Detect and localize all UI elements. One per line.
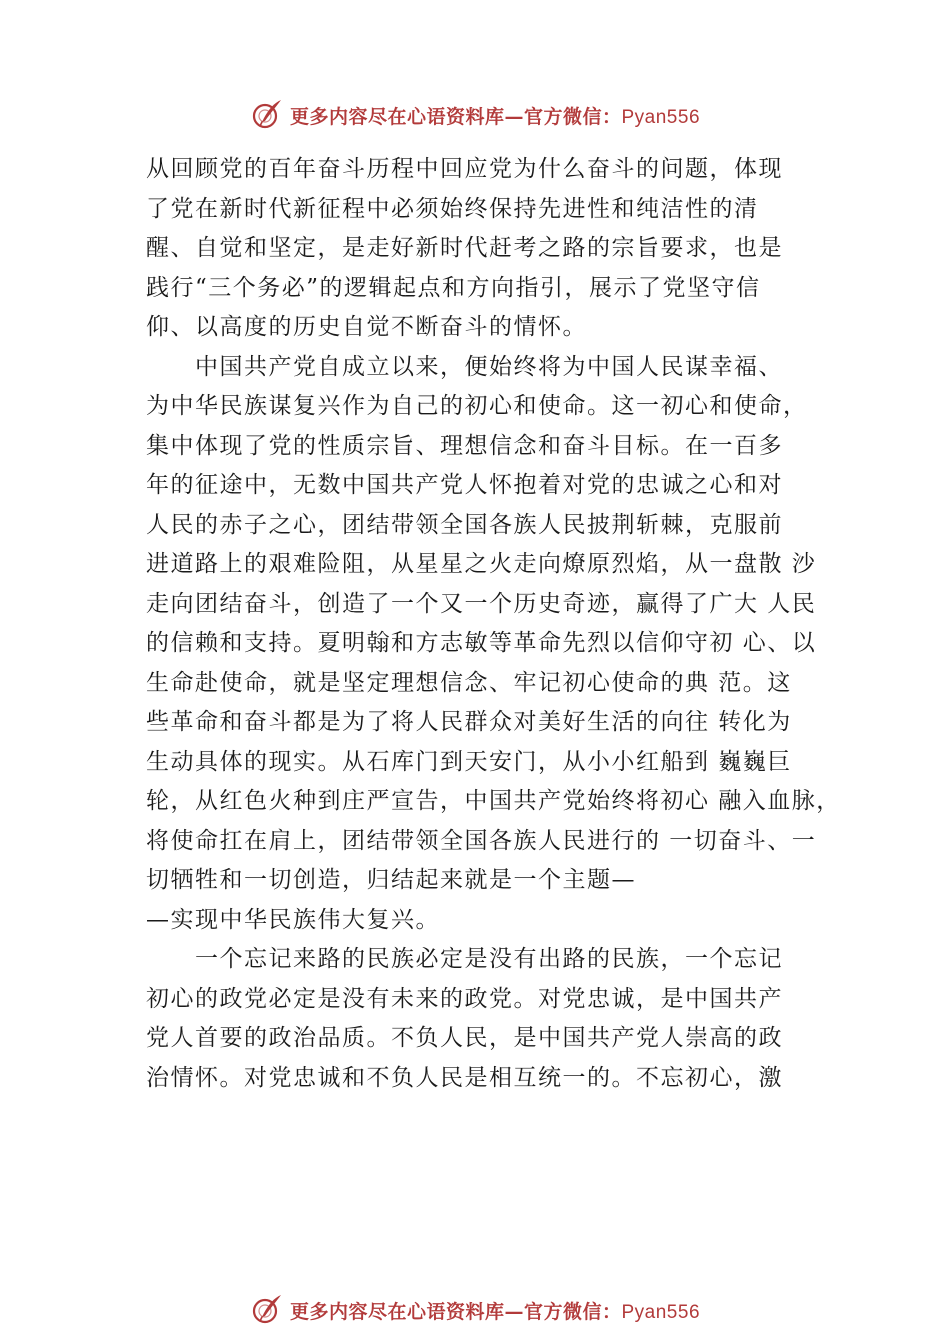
body-line: 党人首要的政治品质。不负人民，是中国共产党人崇高的政 bbox=[146, 1025, 783, 1051]
body-line: 践行“三个务必”的逻辑起点和方向指引，展示了党坚守信 bbox=[146, 274, 761, 301]
body-line: 初心的政党必定是没有未来的政党。对党忠诚，是中国共产 bbox=[146, 985, 783, 1012]
body-line: 轮，从红色火种到庄严宣告，中国共产党始终将初心 融入血脉， bbox=[146, 788, 841, 814]
body-line: 从回顾党的百年奋斗历程中回应党为什么奋斗的问题，体现 bbox=[146, 156, 783, 182]
quill-pen-logo-icon bbox=[250, 1293, 284, 1327]
body-line: 些革命和奋斗都是为了将人民群众对美好生活的向往 转化为 bbox=[146, 709, 792, 735]
header-banner-text: 更多内容尽在心语资料库—官方微信：Pyan556 bbox=[289, 105, 701, 128]
body-line: 一个忘记来路的民族必定是没有出路的民族，一个忘记 bbox=[146, 946, 783, 972]
header-banner bbox=[0, 95, 950, 135]
body-line: 切牺牲和一切创造，归结起来就是一个主题— bbox=[146, 867, 636, 893]
body-line: —实现中华民族伟大复兴。 bbox=[146, 906, 440, 933]
body-line: 为中华民族谋复兴作为自己的初心和使命。这一初心和使命， bbox=[146, 393, 808, 419]
body-line: 人民的赤子之心，团结带领全国各族人民披荆斩棘，克服前 bbox=[146, 511, 783, 538]
body-line: 集中体现了党的性质宗旨、理想信念和奋斗目标。在一百多 bbox=[146, 432, 783, 459]
header-wechat-id: Pyan556 bbox=[621, 106, 701, 128]
body-line: 了党在新时代新征程中必须始终保持先进性和纯洁性的清 bbox=[146, 195, 759, 222]
document-body bbox=[146, 150, 841, 1098]
body-line: 进道路上的艰难险阻，从星星之火走向燎原烈焰，从一盘散 沙 bbox=[146, 551, 817, 577]
footer-wechat-id: Pyan556 bbox=[621, 1301, 701, 1323]
body-line: 的信赖和支持。夏明翰和方志敏等革命先烈以信仰守初 心、以 bbox=[146, 630, 817, 656]
footer-banner bbox=[0, 1290, 950, 1330]
body-line: 仰、以高度的历史自觉不断奋斗的情怀。 bbox=[146, 314, 587, 340]
body-line: 生动具体的现实。从石库门到天安门，从小小红船到 巍巍巨 bbox=[146, 748, 792, 775]
body-line: 中国共产党自成立以来，便始终将为中国人民谋幸福、 bbox=[146, 353, 783, 380]
body-line: 治情怀。对党忠诚和不负人民是相互统一的。不忘初心，激 bbox=[146, 1064, 783, 1091]
body-line: 醒、自觉和坚定，是走好新时代赶考之路的宗旨要求，也是 bbox=[146, 235, 783, 261]
body-line: 生命赴使命，就是坚定理想信念、牢记初心使命的典 范。这 bbox=[146, 669, 792, 696]
quill-pen-logo-icon bbox=[250, 98, 284, 132]
body-line: 走向团结奋斗，创造了一个又一个历史奇迹，赢得了广大 人民 bbox=[146, 590, 817, 617]
body-line: 将使命扛在肩上，团结带领全国各族人民进行的 一切奋斗、一 bbox=[146, 827, 817, 854]
body-line: 年的征途中，无数中国共产党人怀抱着对党的忠诚之心和对 bbox=[146, 472, 783, 498]
footer-banner-text: 更多内容尽在心语资料库—官方微信：Pyan556 bbox=[289, 1300, 701, 1323]
